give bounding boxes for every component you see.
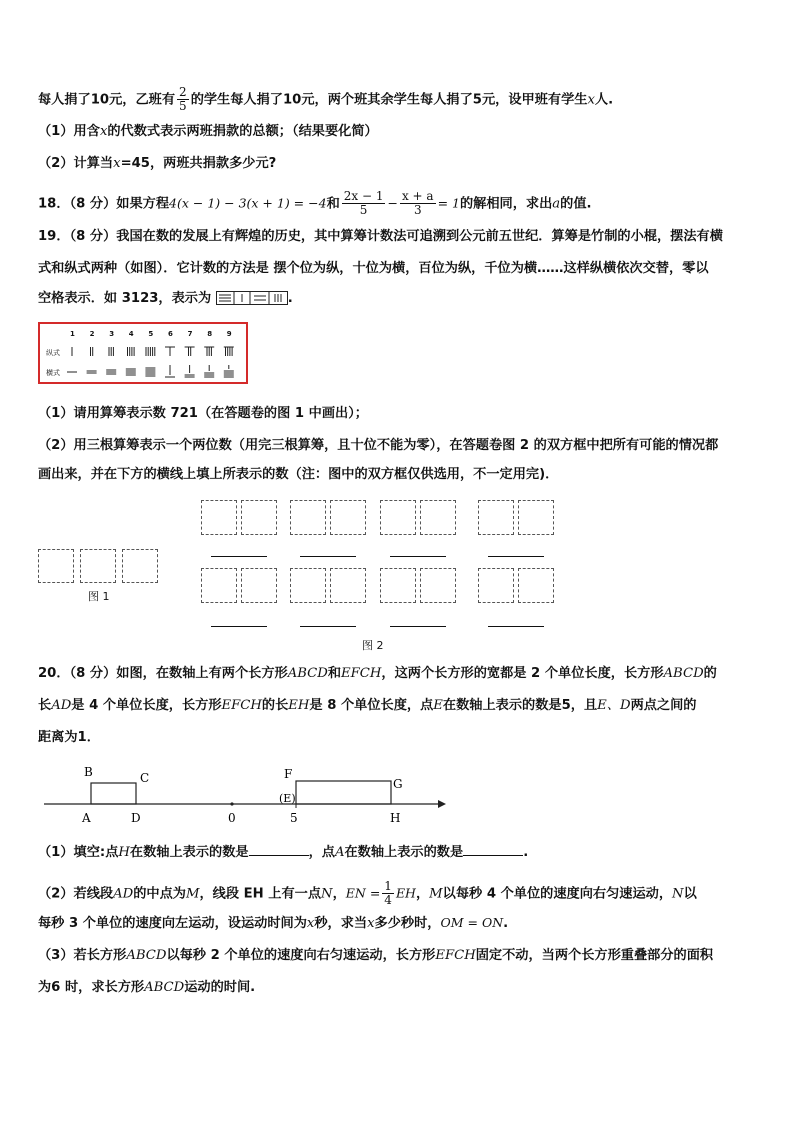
answer-blank-h[interactable] [249,843,309,856]
fig2-answer-line[interactable] [300,556,356,557]
q20-part3-line2: 为6 时，求长方形ABCD运动的时间. [38,980,256,995]
q19-part2-line1: （2）用三根算筹表示一个两位数（用完三根算筹，且十位不能为零），在答题卷图 2 的双方框中把所有可能的情况都 [38,438,719,453]
fig2-box-r2-g3-b1[interactable] [380,568,416,603]
fig2-answer-line[interactable] [488,556,544,557]
fig2-answer-line[interactable] [211,556,267,557]
rod-horizontal-8 [204,365,214,377]
fig2-answer-line[interactable] [300,626,356,627]
fig2-caption: 图 2 [362,639,384,652]
fig2-answer-line[interactable] [488,626,544,627]
rod-horizontal-5 [145,368,155,376]
q20-part3-line1: （3）若长方形ABCD以每秒 2 个单位的速度向右匀速运动，长方形EFCH固定不动，当两个长方形重叠部分的面积 [38,948,714,963]
fig2-box-r1-g1-b1[interactable] [201,500,237,535]
fig2-box-r2-g4-b2[interactable] [518,568,554,603]
digit-header-1: 1 [70,330,75,338]
fig2-answer-line[interactable] [211,626,267,627]
fig1-box-3[interactable] [122,549,158,583]
fig2-box-r1-g1-b2[interactable] [241,500,277,535]
answer-blank-a[interactable] [463,843,523,856]
origin-point [230,802,233,805]
fig2-box-r1-g3-b2[interactable] [420,500,456,535]
fig2-box-r2-g2-b2[interactable] [330,568,366,603]
rod-example-3123 [216,291,288,305]
rect-abcd [91,783,136,804]
q19-line-2: 式和纵式两种（如图）．它计数的方法是 摆个位为纵，十位为横，百位为纵，千位为横……这样纵横依次交替，零以 [38,261,709,276]
label-a: A [82,811,91,825]
fig2-answer-line[interactable] [390,626,446,627]
label-five: 5 [290,811,298,825]
row-label-vertical: 纵式 [46,349,60,357]
q20-part1: （1）填空:点H在数轴上表示的数是 ，点A在数轴上表示的数是 . [38,845,529,860]
fig1-box-1[interactable] [38,549,74,583]
label-g: G [393,777,403,791]
rod-vertical-5 [146,347,155,356]
rod-table-drawing [40,324,246,382]
digit-header-6: 6 [168,330,173,338]
rod-vertical-7 [185,347,195,356]
label-d: D [131,811,141,825]
rod-horizontal-2 [87,371,97,373]
rod-vertical-4 [128,347,135,356]
label-h: H [390,811,401,825]
fig2-box-r2-g2-b1[interactable] [290,568,326,603]
digit-header-9: 9 [226,330,232,338]
q20-line-2: 长AD是 4 个单位长度，长方形EFCH的长EH是 8 个单位长度，点E在数轴上表示的数是5，且E、D两点之间的 [38,698,697,713]
q20-part2-line2: 每秒 3 个单位的速度向左运动，设运动时间为x秒，求当x多少秒时，OM = ON. [38,915,509,931]
q18-line: 18．（8 分）如果方程4(x − 1) − 3(x + 1) = −4和 $\frac{2x - 1}{5}$ − $\frac{x + a}{3}$ = 1的解相同，求出a的值. [38,189,592,217]
fig2-box-r2-g3-b2[interactable] [420,568,456,603]
rod-horizontal-7 [185,365,195,377]
rod-vertical-9 [224,347,234,356]
digit-header-3: 3 [109,330,115,338]
fig2-box-r1-g2-b1[interactable] [290,500,326,535]
digit-header-5: 5 [148,330,154,338]
fig2-box-r2-g1-b2[interactable] [241,568,277,603]
q20-line-3: 距离为1． [38,730,100,745]
q20-line-1: 20．（8 分）如图，在数轴上有两个长方形ABCD和EFCH，这两个长方形的宽都是 2 个单位长度，长方形ABCD的 [38,666,717,681]
q19-part1: （1）请用算筹表示数 721（在答题卷的图 1 中画出）； [38,406,368,421]
rod-horizontal-3 [106,370,116,374]
label-c: C [140,771,150,785]
fig2-box-r2-g1-b1[interactable] [201,568,237,603]
digit-header-7: 7 [187,330,193,338]
label-f: F [284,767,293,781]
q19-line-3: 空格表示．如 3123，表示为 . [38,291,293,306]
rod-horizontal-6 [165,365,175,377]
label-zero: 0 [228,811,236,825]
q17-part1: （1）用含x的代数式表示两班捐款的总额；（结果要化简） [38,124,378,139]
fig1-caption: 图 1 [88,590,110,603]
fig2-box-r1-g4-b2[interactable] [518,500,554,535]
digit-header-8: 8 [207,330,213,338]
fig2-box-r2-g4-b1[interactable] [478,568,514,603]
q19-part2-line2: 画出来，并在下方的横线上填上所表示的数（注：图中的双方框仅供选用，不一定用完)． [38,467,559,482]
q20-part2-line1: （2）若线段AD的中点为M，线段 EH 上有一点N，EN = $\frac{1}{4}$ EH，M以每秒 4 个单位的速度向右匀速运动，N以 [38,879,697,907]
numberline-figure [38,762,448,826]
q19-line-1: 19．（8 分）我国在数的发展上有辉煌的历史，其中算筹计数法可追溯到公元前五世纪．算筹是竹制的小棍，摆法有横 [38,229,723,244]
row-label-horizontal: 横式 [46,369,60,377]
digit-header-4: 4 [128,330,134,338]
fig2-box-r1-g2-b2[interactable] [330,500,366,535]
rod-vertical-8 [204,347,214,356]
fig1-box-2[interactable] [80,549,116,583]
rod-vertical-6 [165,347,175,356]
fig2-answer-line[interactable] [390,556,446,557]
fig2-box-r1-g4-b1[interactable] [478,500,514,535]
rod-horizontal-9 [224,365,234,377]
rod-vertical-2 [91,347,93,356]
label-e: (E) [279,792,296,805]
q17-intro-line: 每人捐了10元，乙班有 $\frac{2}{5}$ 的学生每人捐了10元，两个班其余学生每人捐了5元，设甲班有学生x人. [38,85,614,113]
digit-header-2: 2 [89,330,95,338]
rod-numeral-table [38,322,248,384]
fraction-two-fifths: $\frac{2}{5}$ [179,85,187,113]
rod-horizontal-4 [126,369,136,375]
rect-efgh [296,781,391,804]
label-b: B [84,765,93,779]
fig2-box-r1-g3-b1[interactable] [380,500,416,535]
rod-vertical-3 [109,347,113,356]
q17-part2: （2）计算当x=45，两班共捐款多少元? [38,156,277,171]
